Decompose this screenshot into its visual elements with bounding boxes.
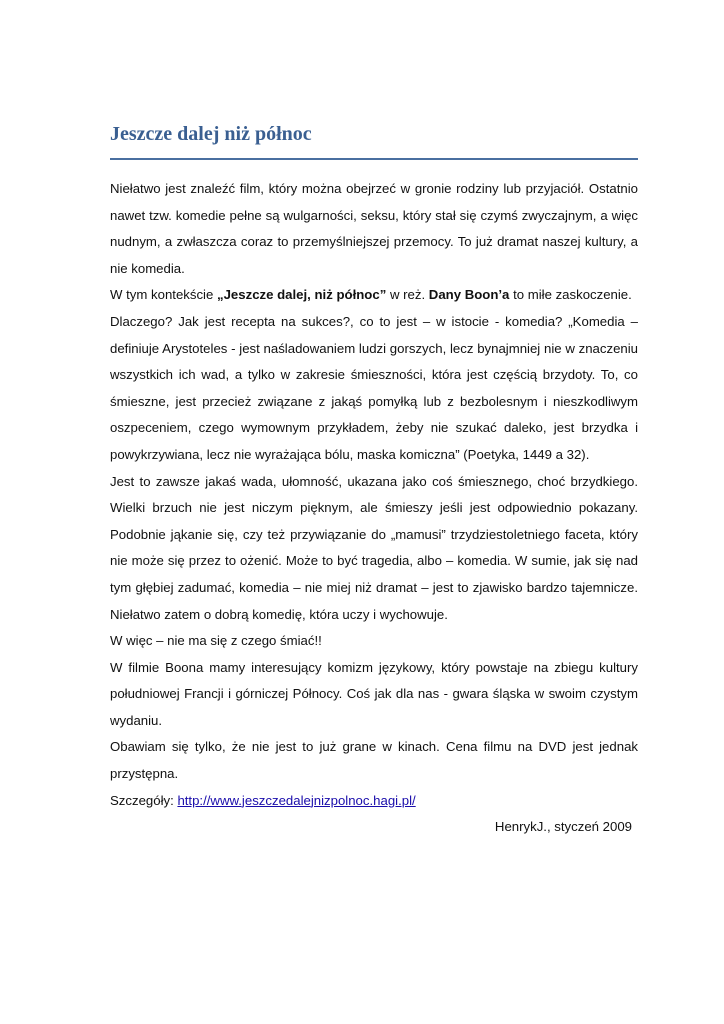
- film-title: „Jeszcze dalej, niż północ”: [217, 287, 387, 303]
- paragraph-context: [110, 282, 638, 309]
- document-page: [110, 120, 638, 841]
- paragraph-availability: Obawiam się tylko, że nie jest to już grane w kinach. Cena filmu na DVD jest jednak przystępna.: [110, 739, 638, 782]
- paragraph-aristotle: Dlaczego? Jak jest recepta na sukces?, co to jest – w istocie - komedia? „Komedia – definiuje Arystoteles - jest naśladowaniem ludzi gorszych, lecz bynajmniej nie w znaczeniu wszystkich ich wad, a tylko w zakresie śmieszności, która jest częścią brzydoty. To, co śmieszne, jest przecież związane z jakąś pomyłką lub z bezbolesnym i nieszkodliwym oszpeceniem, czego wymownym przykładem, żeby nie szukać daleko, jest brzydka i powykrzywiana, lecz nie wyrażająca bólu, maska komiczna” (Poetyka, 1449 a 32).: [110, 313, 638, 462]
- paragraph-exclamation: W więc – nie ma się z czego śmiać!!: [110, 633, 322, 649]
- paragraph-language-humor: W filmie Boona mamy interesujący komizm językowy, który powstaje na zbiegu kultury południowej Francji i górniczej Północy. Coś jak dla nas - gwara śląska w swoim czystym wydaniu.: [110, 659, 638, 728]
- paragraph-context-post: to miłe zaskoczenie.: [509, 287, 632, 303]
- paragraph-details: [110, 788, 638, 815]
- paragraph-context-mid: w reż.: [386, 287, 429, 303]
- paragraph-intro: Niełatwo jest znaleźć film, który można obejrzeć w gronie rodziny lub przyjaciół. Ostatnio nawet tzw. komedie pełne są wulgarności, seksu, który stał się czymś zwyczajnym, a więc nudnym, a zwłaszcza coraz to przemyślniejszej przemocy. To już dramat naszej kultury, a nie komedia.: [110, 181, 638, 276]
- title-underline-rule: [110, 158, 638, 160]
- page-title: Jeszcze dalej niż północ: [110, 123, 312, 145]
- paragraph-comedy-nature: Jest to zawsze jakaś wada, ułomność, ukazana jako coś śmiesznego, choć brzydkiego. Wielki brzuch nie jest niczym pięknym, ale śmieszy jeśli jest odpowiednio pokazany. Podobnie jąkanie się, czy też przywiązanie do „mamusi” trzydziestoletniego faceta, który nie może się przez to ożenić. Może to być tragedia, albo – komedia. W sumie, jak się nad tym głębiej zadumać, komedia – nie miej niż dramat – jest to zjawisko bardzo tajemnicze. Niełatwo zatem o dobrą komedię, która uczy i wychowuje.: [110, 473, 638, 622]
- paragraph-context-pre: W tym kontekście: [110, 287, 217, 303]
- details-link[interactable]: http://www.jeszczedalejnizpolnoc.hagi.pl/: [177, 792, 416, 808]
- details-label: Szczegóły:: [110, 792, 178, 808]
- author-signature: HenrykJ., styczeń 2009: [494, 819, 632, 835]
- director-name: Dany Boon’a: [428, 287, 510, 303]
